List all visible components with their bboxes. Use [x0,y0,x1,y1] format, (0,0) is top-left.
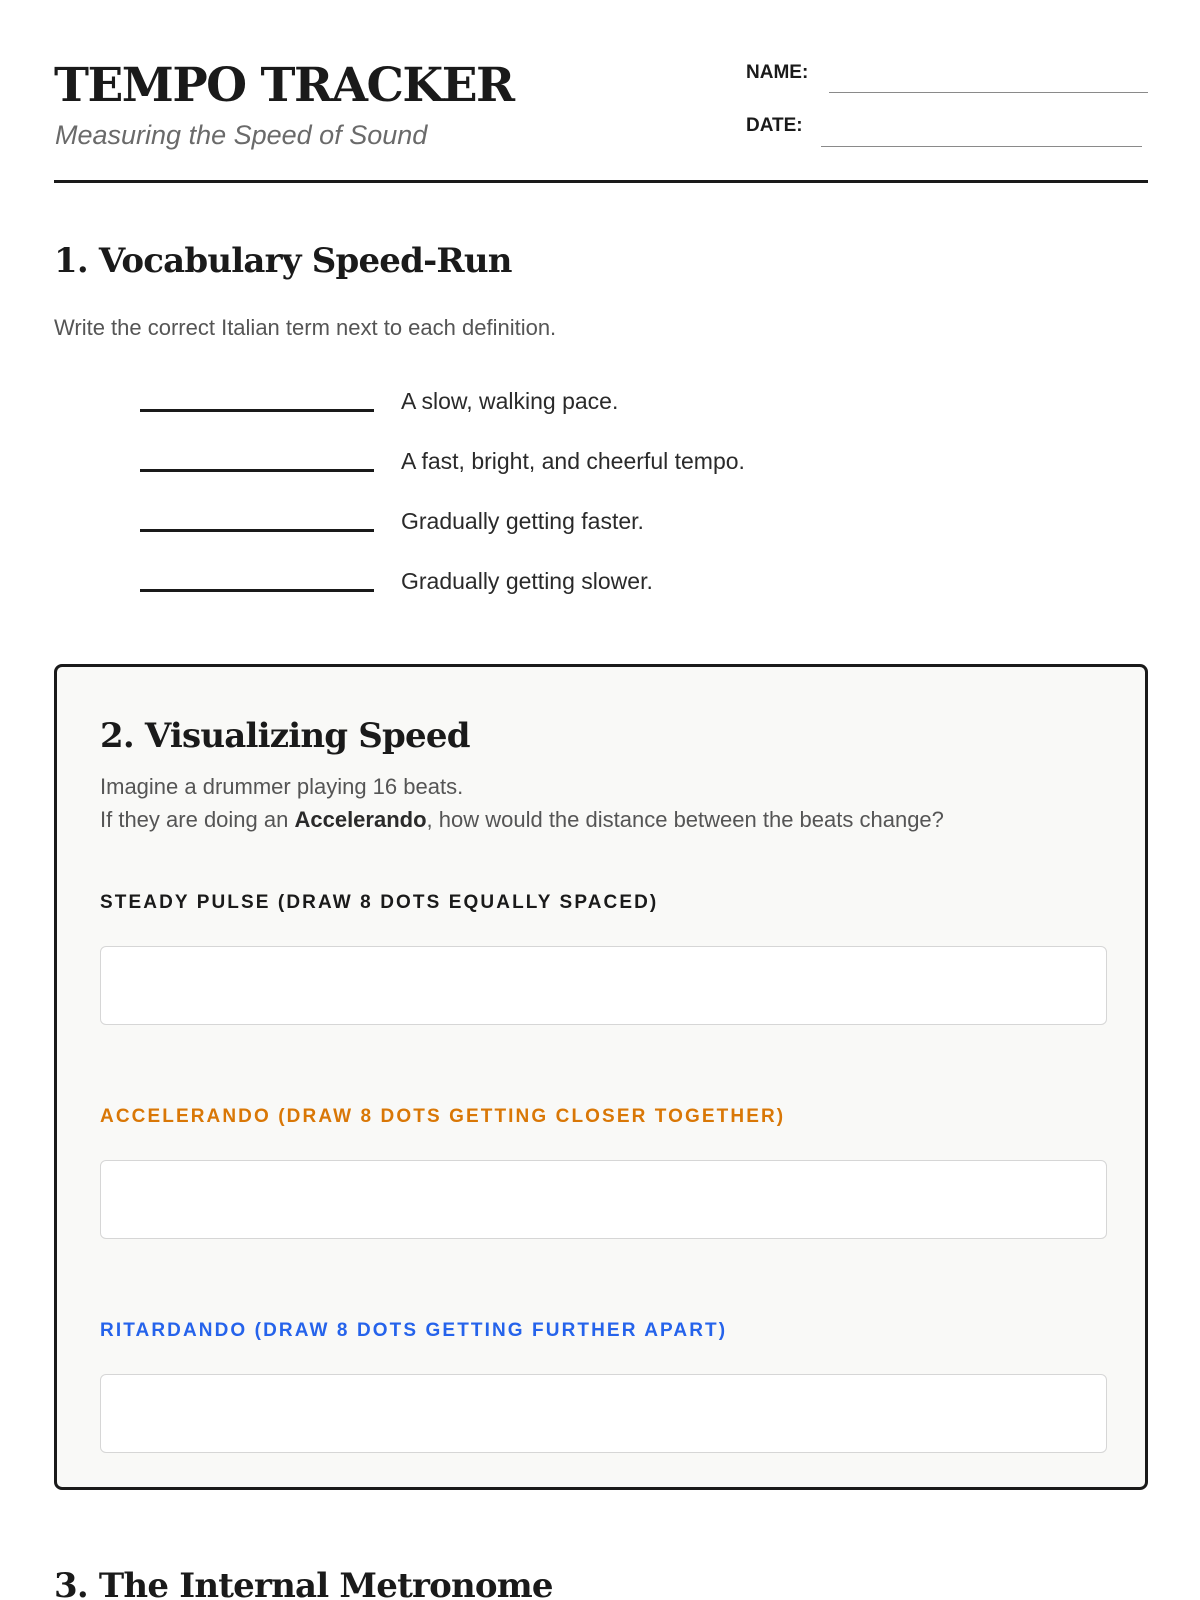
section-2-intro-line-2 [100,806,944,834]
vocab-definition: Gradually getting slower. [401,568,653,594]
section-1-instructions: Write the correct Italian term next to each definition. [54,315,557,340]
answer-blank[interactable] [140,589,374,592]
section-2-intro-line-1: Imagine a drummer playing 16 beats. [100,774,464,799]
steady-pulse-label: STEADY PULSE (DRAW 8 DOTS EQUALLY SPACED) [100,892,659,913]
vocab-item [140,445,840,481]
page-title: TEMPO TRACKER [54,58,514,113]
name-label: NAME: [746,62,809,83]
answer-blank[interactable] [140,529,374,532]
intro-emphasis: Accelerando [294,807,427,832]
steady-pulse-drawing-area[interactable] [100,946,1107,1025]
page-subtitle: Measuring the Speed of Sound [55,120,428,150]
date-field[interactable] [821,146,1142,147]
answer-blank[interactable] [140,409,374,412]
section-1-heading: 1. Vocabulary Speed-Run [54,241,512,281]
vocab-item [140,565,840,601]
vocab-definition: A slow, walking pace. [401,388,619,414]
vocab-definition: Gradually getting faster. [401,508,644,534]
section-3-heading: 3. The Internal Metronome [54,1566,553,1600]
name-field[interactable] [829,92,1148,93]
accelerando-label: ACCELERANDO (DRAW 8 DOTS GETTING CLOSER TOGETHER) [100,1106,786,1127]
ritardando-label: RITARDANDO (DRAW 8 DOTS GETTING FURTHER APART) [100,1320,728,1341]
vocab-definition: A fast, bright, and cheerful tempo. [401,448,745,474]
answer-blank[interactable] [140,469,374,472]
intro-prefix: If they are doing an [100,807,295,832]
visualizing-speed-card [54,664,1148,1490]
vocab-item [140,505,840,541]
date-label: DATE: [746,115,803,136]
section-2-heading: 2. Visualizing Speed [100,716,470,756]
intro-suffix: , how would the distance between the beats change? [426,807,944,832]
header-divider [54,180,1148,183]
ritardando-drawing-area[interactable] [100,1374,1107,1453]
accelerando-drawing-area[interactable] [100,1160,1107,1239]
vocab-item [140,385,840,421]
